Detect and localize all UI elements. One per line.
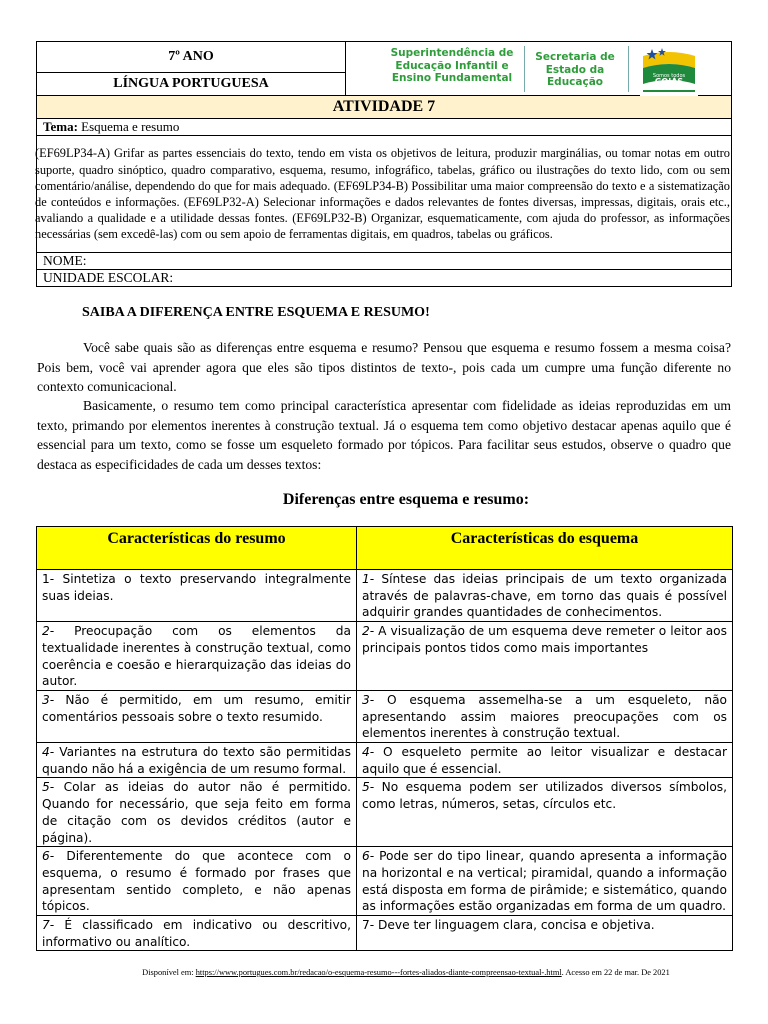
tema-cell <box>37 119 732 136</box>
table-row <box>37 570 733 622</box>
skills-cell <box>37 136 732 253</box>
resumo-column-header: Características do resumo <box>37 527 357 570</box>
resumo-cell: 5- Colar as ideias do autor não é permitido. Quando for necessário, que seja feito em forma de citação com os devidos créditos (autor e página). <box>37 778 357 847</box>
esquema-cell: 1- Síntese das ideias principais de um texto organizada através de palavras-chave, em torno das quais é possível adquirir grandes quantidades de conhecimentos. <box>357 570 733 622</box>
footer-suffix: . Acesso em 22 de mar. De 2021 <box>561 968 670 977</box>
resumo-cell: 3- Não é permitido, em um resumo, emitir comentários pessoais sobre o texto resumido. <box>37 690 357 742</box>
name-field[interactable] <box>37 253 732 270</box>
table-row <box>37 622 733 691</box>
superintendencia-logo: Superintendência de Educação Infantil e Ensino Fundamental <box>390 47 514 84</box>
table-title: Diferenças entre esquema e resumo: <box>282 491 530 508</box>
grade-cell <box>37 42 346 73</box>
tema-value: Esquema e resumo <box>77 119 180 134</box>
logo-divider <box>524 46 525 92</box>
activity-title: ATIVIDADE 7 <box>332 98 436 115</box>
table-row <box>37 690 733 742</box>
resumo-cell: 2- Preocupação com os elementos da textualidade inerentes à construção textual, como coerência e coesão e hierarquização das ideias do autor. <box>37 622 357 691</box>
tema-label: Tema: <box>43 119 78 134</box>
esquema-column-header: Características do esquema <box>357 527 733 570</box>
esquema-cell: 6- Pode ser do tipo linear, quando apresenta a informação na horizontal e na vertical; piramidal, quando a informação está disposta em forma de pirâmide; e sistemático, quando as informações estão organizadas em forma de um quadro. <box>357 847 733 916</box>
esquema-cell: 2- A visualização de um esquema deve remeter o leitor aos principais pontos tidos como mais importantes <box>357 622 733 691</box>
skills-text: (EF69LP34-A) Grifar as partes essenciais do texto, tendo em vista os objetivos de leitura, produzir marginálias, ou tomar notas em outro suporte, quadro sinóptico, quadro comparativo, esquema, resumo, infográfico, tabelas, gráfico ou ilustrações do texto lido, com ou sem comentário/análise, dependendo do que for mais adequado. (EF69LP34-B) Possibilitar uma maior compreensão do texto e a sistematização de conteúdos e informações. (EF69LP32-A) Selecionar informações e dados relevantes de fontes diversas, impressas, digitais, orais etc., avaliando a qualidade e a utilidade dessas fontes. (EF69LP32-B) Organizar, esquematicamente, com ajuda do professor, as informações necessárias (sem excedê-las) com ou sem apoio de ferramentas digitais, em quadros, tabelas ou gráficos. <box>35 146 730 242</box>
esquema-cell: 4- O esqueleto permite ao leitor visualizar e destacar aquilo que é essencial. <box>357 743 733 778</box>
resumo-cell: 4- Variantes na estrutura do texto são permitidas quando não há a exigência de um resumo formal. <box>37 743 357 778</box>
table-row <box>37 847 733 916</box>
source-link[interactable]: https://www.portugues.com.br/redacao/o-esquema-resumo---fortes-aliados-diante-compreensao-textual-.html <box>195 968 562 977</box>
esquema-cell: 3- O esquema assemelha-se a um esqueleto, não apresentando assim maiores preocupações com os elementos inerentes à construção textual. <box>357 690 733 742</box>
table-row <box>37 778 733 847</box>
footer-prefix: Disponível em: <box>142 968 196 977</box>
comparison-table <box>36 526 733 951</box>
resumo-cell: 6- Diferentemente do que acontece com o esquema, o resumo é formado por frases que apresentam sentido completo, e não apenas tópicos. <box>37 847 357 916</box>
logo-cell <box>346 42 732 96</box>
subject-cell <box>37 73 346 96</box>
source-footer <box>0 968 768 977</box>
svg-text:Somos todos: Somos todos <box>652 73 686 79</box>
esquema-cell: 5- No esquema podem ser utilizados diversos símbolos, como letras, números, setas, círculos etc. <box>357 778 733 847</box>
goias-logo-icon <box>640 46 698 96</box>
secretaria-logo: Secretaria de Estado da Educação <box>535 51 615 88</box>
header-table <box>36 41 732 287</box>
intro-paragraph: Você sabe quais são as diferenças entre esquema e resumo? Pensou que esquema e resumo fossem a mesma coisa? Pois bem, você vai aprender agora que eles são tipos distintos de texto-, pois cada um cumpre uma função diferente no contexto comunicacional. <box>37 340 731 394</box>
svg-text:GOIÁS: GOIÁS <box>654 77 684 86</box>
logo-divider <box>628 46 629 92</box>
grade-label: 7º ANO <box>168 49 214 64</box>
table-row <box>37 916 733 951</box>
esquema-cell: 7- Deve ter linguagem clara, concisa e objetiva. <box>357 916 733 951</box>
subject-label: LÍNGUA PORTUGUESA <box>113 76 269 91</box>
resumo-cell: 1- Sintetiza o texto preservando integralmente suas ideias. <box>37 570 357 622</box>
explanation-paragraph: Basicamente, o resumo tem como principal característica apresentar com fidelidade as ideias reproduzidas em um texto, primando por elementos inerentes à construção textual. Já o esquema tem como objetivo destacar apenas aquilo que é essencial para um texto, como se fosse um esqueleto formado por tópicos. Para facilitar seus estudos, observe o quadro que destaca as especificidades de cada um desses textos: <box>37 398 731 472</box>
activity-cell <box>37 96 732 119</box>
resumo-cell: 7- É classificado em indicativo ou descritivo, informativo ou analítico. <box>37 916 357 951</box>
section-title: SAIBA A DIFERENÇA ENTRE ESQUEMA E RESUMO! <box>82 305 430 320</box>
school-label: UNIDADE ESCOLAR: <box>43 270 174 285</box>
name-label: NOME: <box>43 253 87 268</box>
table-row <box>37 743 733 778</box>
school-field[interactable] <box>37 270 732 287</box>
